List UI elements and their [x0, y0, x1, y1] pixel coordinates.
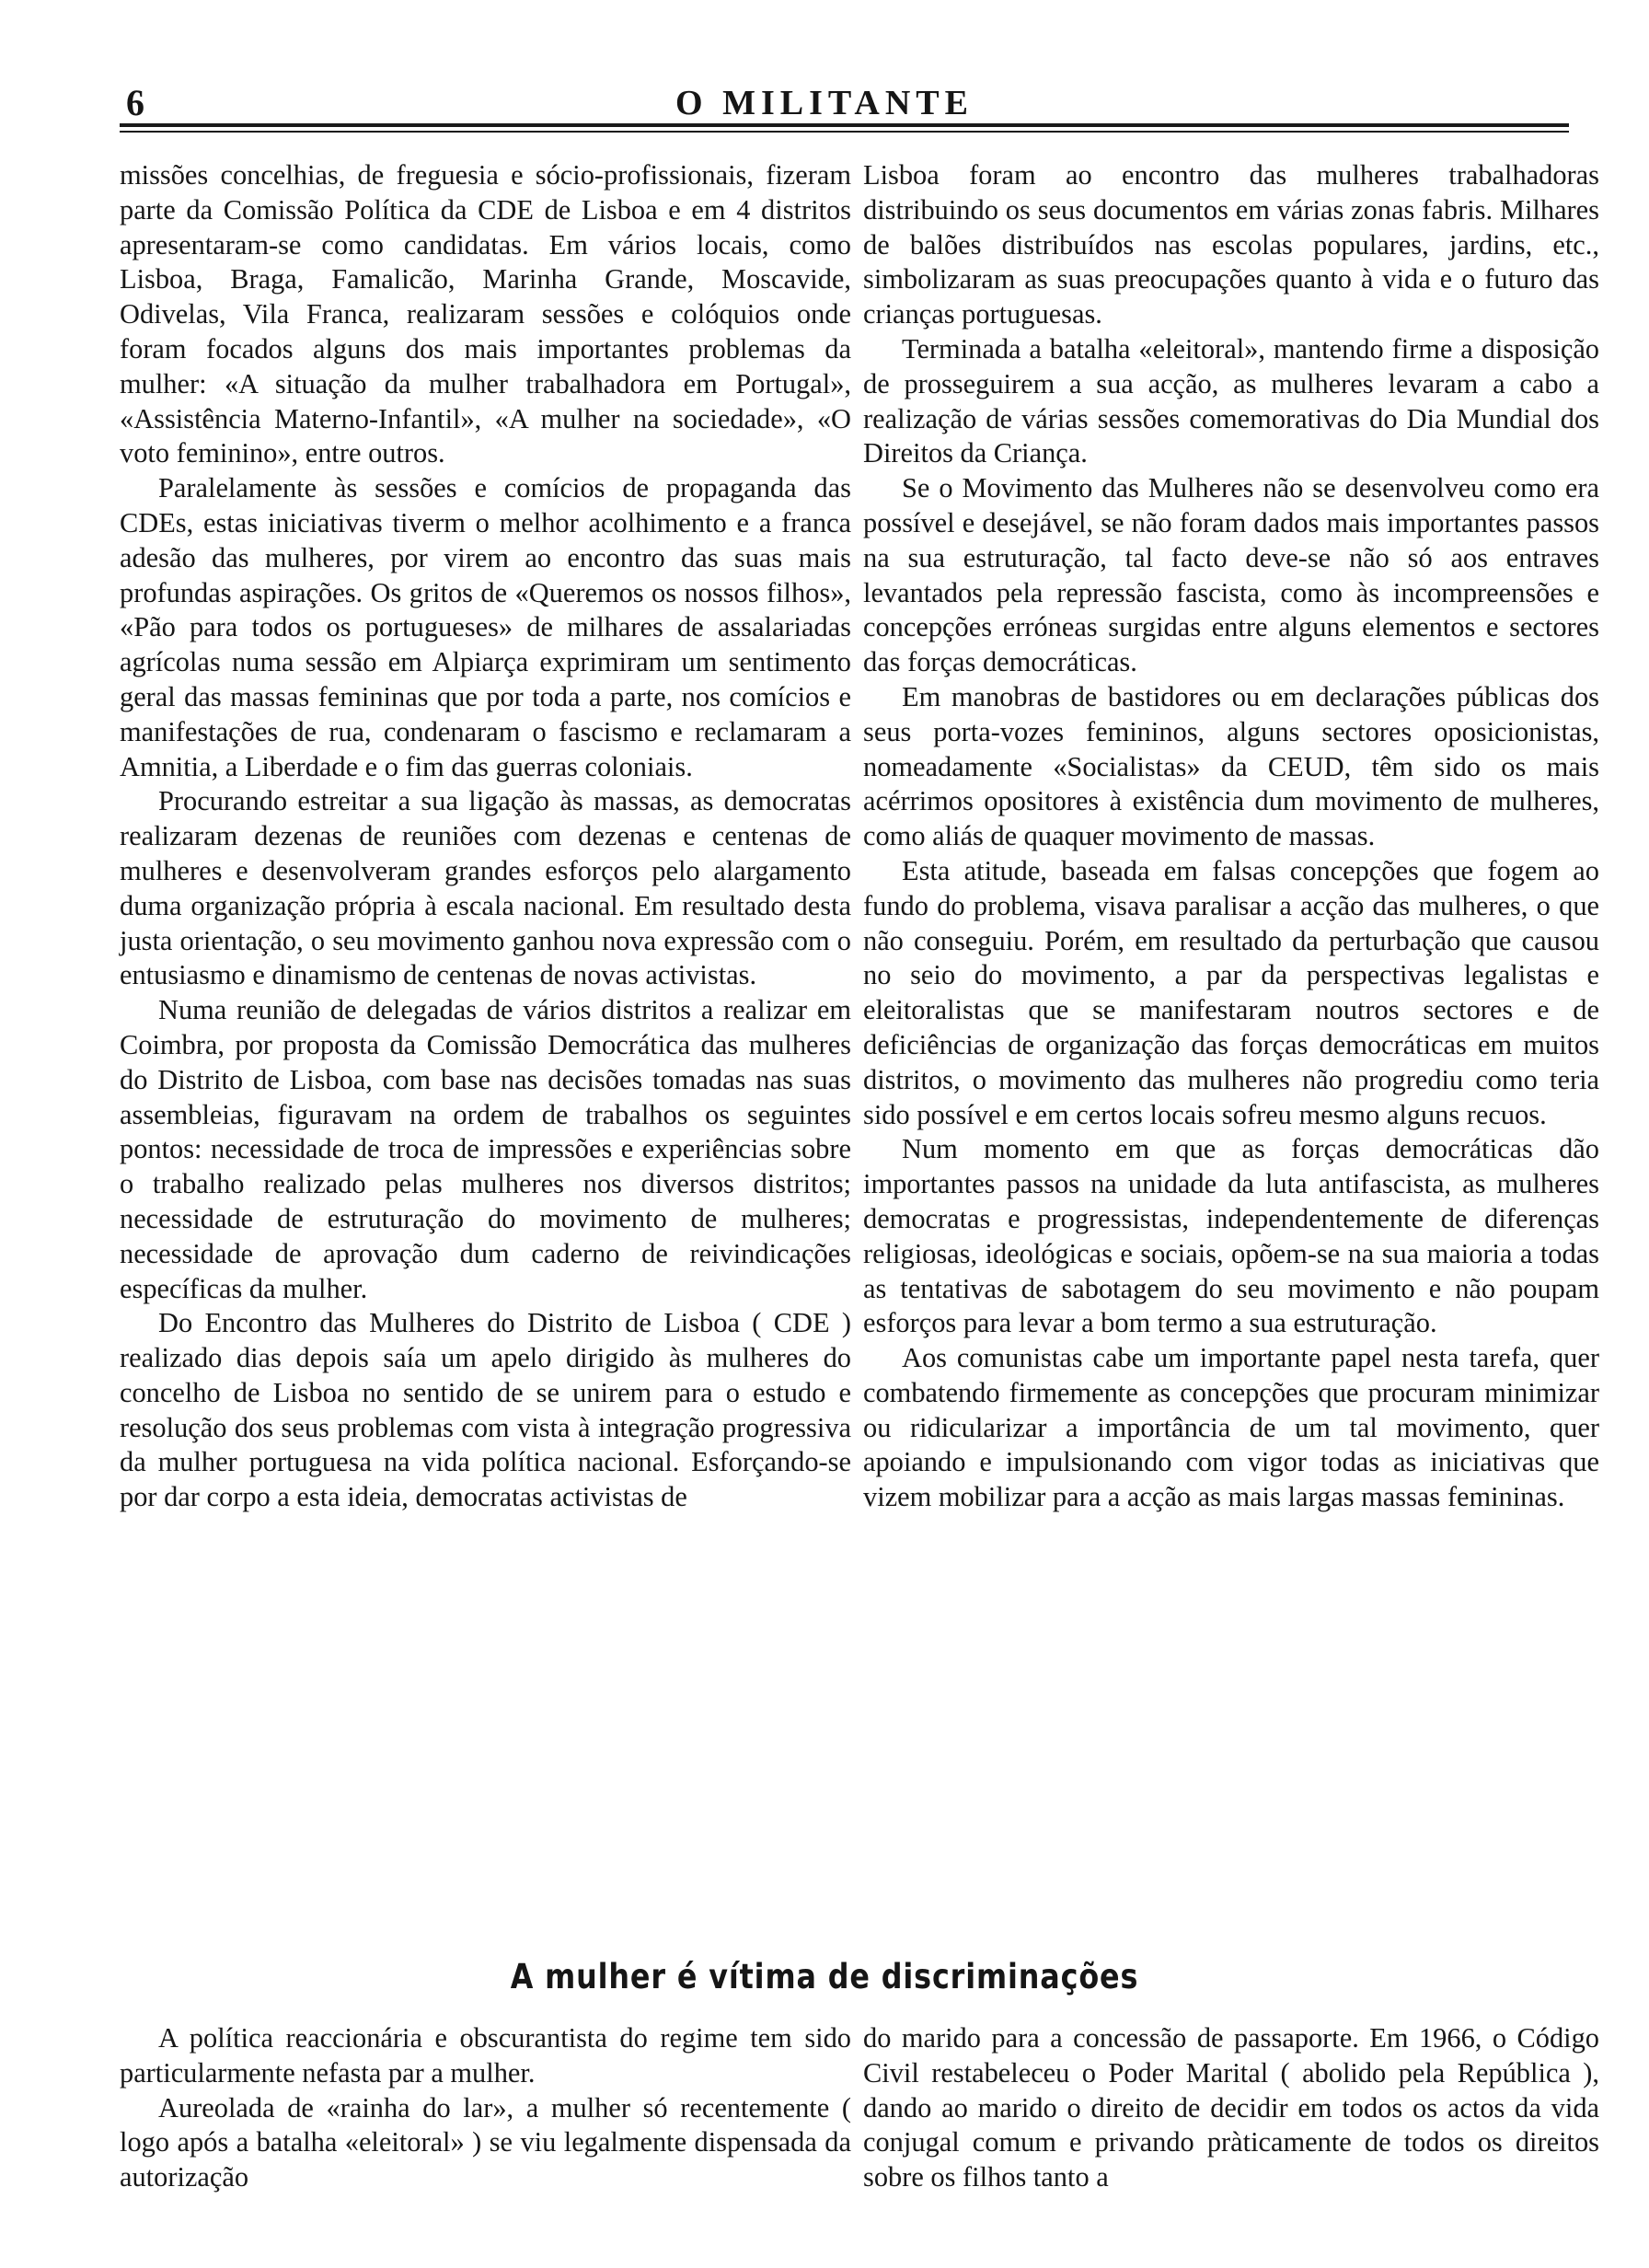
paragraph: Terminada a batalha «eleitoral», mantendo firme a disposição de prosseguirem a sua acção, as mulheres levaram a cabo a realização de várias sessões comemorativas do Dia Mundial dos Direitos da Criança. — [863, 332, 1599, 469]
paragraph: Esta atitude, baseada em falsas concepções que fogem ao fundo do problema, visava paralisar a acção das mulheres, o que não conseguiu. Porém, em resultado da perturbação que causou no seio do movimento, a par da perspectivas legalistas e eleitoralistas que se manifestaram noutros sectores e de deficiências de organização das forças democráticas em muitos distritos, o movimento das mulheres não progrediu como teria sido possível e em certos locais sofreu mesmo alguns recuos. — [863, 854, 1599, 1130]
paragraph: A política reaccionária e obscurantista do regime tem sido particularmente nefasta par a mulher. — [120, 2022, 851, 2089]
paragraph: Lisboa foram ao encontro das mulheres trabalhadoras distribuindo os seus documentos em várias zonas fabris. Milhares de balões distribuídos nas escolas populares, jardins, etc., simbolizaram as suas preocupações quanto à vida e o futuro das crianças portuguesas. — [863, 159, 1599, 330]
section-column-right — [863, 2021, 1599, 2195]
header-rule-thin — [120, 131, 1569, 133]
paragraph: Paralelamente às sessões e comícios de propaganda das CDEs, estas iniciativas tiverm o melhor acolhimento e a franca adesão das mulheres, por virem ao encontro das suas mais profundas aspirações. Os gritos de «Queremos os nossos filhos», «Pão para todos os portugueses» de milhares de assalariadas agrícolas numa sessão em Alpiarça exprimiram um sentimento geral das massas femininas que por toda a parte, nos comícios e manifestações de rua, condenaram o fascismo e reclamaram a Amnitia, a Liberdade e o fim das guerras coloniais. — [120, 472, 851, 782]
header-rule — [120, 123, 1569, 127]
article-column-left — [120, 158, 851, 1515]
paragraph: Do Encontro das Mulheres do Distrito de Lisboa ( CDE ) realizado dias depois saía um apelo dirigido às mulheres do concelho de Lisboa no sentido de se unirem para o estudo e resolução dos seus problemas com vista à integração progressiva da mulher portuguesa na vida política nacional. Esforçando-se por dar corpo a esta ideia, democratas activistas de — [120, 1307, 851, 1513]
paragraph: Numa reunião de delegadas de vários distritos a realizar em Coimbra, por proposta da Comissão Democrática das mulheres do Distrito de Lisboa, com base nas decisões tomadas nas suas assembleias, figuravam na ordem de trabalhos os seguintes pontos: necessidade de troca de impressões e experiências sobre o trabalho realizado pelas mulheres nos diversos distritos; necessidade de estruturação do movimento de mulheres; necessidade de aprovação dum caderno de reivindicações específicas da mulher. — [120, 994, 851, 1304]
section-heading: A mulher é vítima de discriminações — [510, 1957, 1139, 1996]
paragraph: Em manobras de bastidores ou em declarações públicas dos seus porta-vozes femininos, alguns sectores oposicionistas, nomeadamente «Socialistas» da CEUD, têm sido os mais acérrimos opositores à existência dum movimento de mulheres, como aliás de quaquer movimento de massas. — [863, 680, 1599, 852]
section-column-left — [120, 2021, 851, 2195]
page-number: 6 — [126, 82, 144, 123]
article-column-right — [863, 158, 1599, 1515]
paragraph: Aos comunistas cabe um importante papel nesta tarefa, quer combatendo firmemente as concepções que procuram minimizar ou ridicularizar a importância de um tal movimento, quer apoiando e impulsionando com vigor todas as iniciativas que vizem mobilizar para a acção as mais largas massas femininas. — [863, 1342, 1599, 1513]
paragraph: Se o Movimento das Mulheres não se desenvolveu como era possível e desejável, se não foram dados mais importantes passos na sua estruturação, tal facto deve-se não só aos entraves levantados pela repressão fascista, como às incompreensões e concepções erróneas surgidas entre alguns elementos e sectores das forças democráticas. — [863, 472, 1599, 678]
paragraph: Procurando estreitar a sua ligação às massas, as democratas realizaram dezenas de reuniões com dezenas e centenas de mulheres e desenvolveram grandes esforços pelo alargamento duma organização própria à escala nacional. Em resultado desta justa orientação, o seu movimento ganhou nova expressão com o entusiasmo e dinamismo de centenas de novas activistas. — [120, 785, 851, 991]
paragraph: Num momento em que as forças democráticas dão importantes passos na unidade da luta antifascista, as mulheres democratas e progressistas, independentemente de diferenças religiosas, ideológicas e sociais, opõem-se na sua maioria a todas as tentativas de sabotagem do seu movimento e não poupam esforços para levar a bom termo a sua estruturação. — [863, 1133, 1599, 1339]
publication-title: O MILITANTE — [675, 84, 974, 122]
paragraph: missões concelhias, de freguesia e sócio-profissionais, fizeram parte da Comissão Política da CDE de Lisboa e em 4 distritos apresentaram-se como candidatas. Em vários locais, como Lisboa, Braga, Famalicão, Marinha Grande, Moscavide, Odivelas, Vila Franca, realizaram sessões e colóquios onde foram focados alguns dos mais importantes problemas da mulher: «A situação da mulher trabalhadora em Portugal», «Assistência Materno-Infantil», «A mulher na sociedade», «O voto feminino», entre outros. — [120, 159, 851, 469]
paragraph: do marido para a concessão de passaporte. Em 1966, o Código Civil restabeleceu o Poder Marital ( abolido pela República ), dando ao marido o direito de decidir em todos os actos da vida conjugal comum e privando pràticamente de todos os direitos sobre os filhos tanto a — [863, 2022, 1599, 2193]
paragraph: Aureolada de «rainha do lar», a mulher só recentemente ( logo após a batalha «eleitoral» ) se viu legalmente dispensada da autorização — [120, 2091, 851, 2193]
